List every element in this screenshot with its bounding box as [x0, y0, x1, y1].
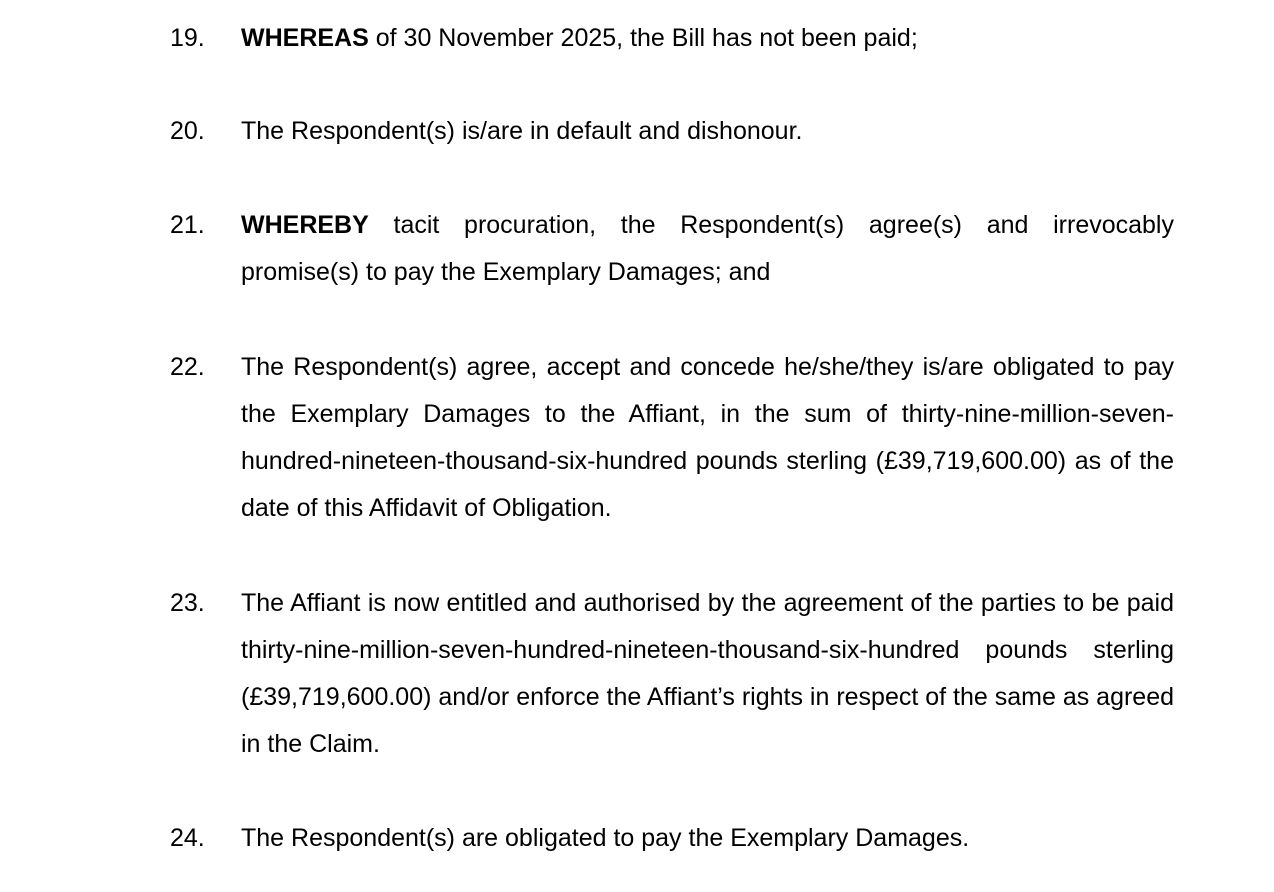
paragraph-number: 20. [170, 117, 205, 145]
paragraph-20 [170, 108, 1174, 155]
paragraph-text [241, 202, 1174, 296]
paragraph-body: of 30 November 2025, the Bill has not been paid; [368, 24, 918, 52]
paragraph-23 [170, 580, 1174, 768]
paragraph-number: 23. [170, 589, 205, 617]
paragraph-number: 19. [170, 24, 205, 52]
paragraph-body: The Respondent(s) agree, accept and concede he/she/they is/are obligated to pay the Exemplary Damages to the Affiant, in the sum of thirty-nine-million-seven-hundred-nineteen-thousand-six-hundred pounds sterling (£39,719,600.00) as of the date of this Affidavit of Obligation. [241, 353, 1174, 522]
paragraph-body: The Affiant is now entitled and authorised by the agreement of the parties to be paid thirty-nine-million-seven-hundred-nineteen-thousand-six-hundred pounds sterling (£39,719,600.00) and/or enforce the Affiant’s rights in respect of the same as agreed in the Claim. [241, 589, 1175, 758]
paragraph-number: 24. [170, 824, 205, 852]
paragraph-body: The Respondent(s) is/are in default and dishonour. [241, 117, 803, 145]
paragraph-body: The Respondent(s) are obligated to pay the Exemplary Damages. [241, 824, 970, 852]
paragraph-keyword: WHEREAS [241, 24, 369, 52]
paragraph-number: 21. [170, 211, 205, 239]
paragraph-19 [170, 15, 1174, 62]
paragraph-22 [170, 344, 1174, 532]
paragraph-text [241, 15, 1174, 62]
paragraph-text [241, 580, 1174, 768]
paragraph-text [241, 108, 1174, 155]
paragraph-text [241, 344, 1174, 532]
paragraph-body: tacit procuration, the Respondent(s) agree(s) and irrevocably promise(s) to pay the Exemplary Damages; and [241, 211, 1174, 286]
paragraph-keyword: WHEREBY [241, 211, 369, 239]
paragraph-number: 22. [170, 353, 205, 381]
paragraph-24 [170, 815, 1174, 862]
paragraph-text [241, 815, 1174, 862]
paragraph-21 [170, 202, 1174, 296]
